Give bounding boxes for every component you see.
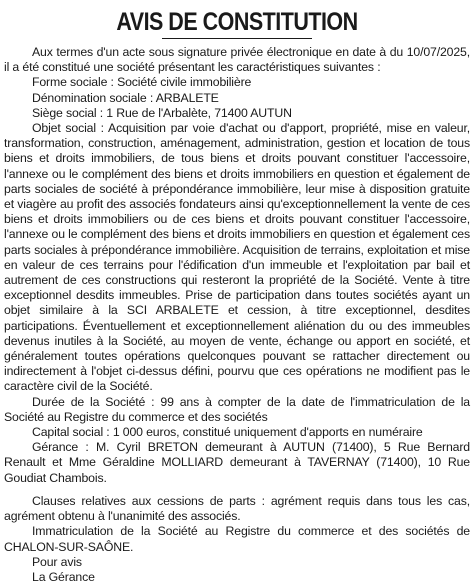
signature: La Gérance — [32, 569, 95, 584]
duree-societe: Durée de la Société : 99 ans à compter de la date de l'immatriculation de la Société au Registre du commerce et des sociétés — [4, 394, 470, 424]
notice-title: AVIS DE CONSTITUTION — [116, 8, 358, 36]
objet-social: Objet social : Acquisition par voie d'achat ou d'apport, propriété, mise en valeur, transformation, construction, aménagement, administration, gestion et location de tous biens et droits immobiliers, de tous biens et droits pouvant constituer l'accessoire, l'annexe ou le complément des biens et droits immobiliers en question et également de parts sociales de société à prépondérance immobilière, leur mise à disposition gratuite et viagère au profit des associés fondateurs ainsi qu'exceptionnellement la vente de ces biens et droits immobiliers ou de ces biens et droits pouvant constituer l'accessoire, l'annexe ou le complément des biens et droits immobiliers en question et également ces parts sociales à prépondérance immobilière. Acquisition de terrains, exploitation et mise en valeur de ces terrains pour l'édification d'un immeuble et l'exploitation par bail et autrement de ces constructions qui resteront la propriété de la Société. Vente à titre exceptionnel desdits immeubles. Prise de participation dans toutes sociétés ayant un objet similaire à la SCI ARBALETE et cession, à titre exceptionnel, desdites participations. Éventuellement et exceptionnellement aliénation du ou des immeubles devenus inutiles à la Société, au moyen de vente, échange ou apport en société, et généralement toutes opérations quelconques pouvant se rattacher directement ou indirectement à l'objet ci-dessus défini, pourvu que ces opérations ne modifient pas le caractère civil de la Société. — [4, 121, 470, 394]
forme-sociale: Forme sociale : Société civile immobilière — [32, 75, 252, 90]
title-underline — [162, 38, 312, 39]
gerance: Gérance : M. Cyril BRETON demeurant à AUTUN (71400), 5 Rue Bernard Renault et Mme Géraldine MOLLIARD demeurant à TAVERNAY (71400), 10 Rue Goudiat Chambois. — [4, 440, 470, 485]
immatriculation: Immatriculation de la Société au Registre du commerce et des sociétés de CHALON-SUR-SAÔNE. — [4, 524, 470, 554]
denomination-sociale: Dénomination sociale : ARBALETE — [32, 90, 219, 105]
clauses-cessions: Clauses relatives aux cessions de parts : agrément requis dans tous les cas, agrément obtenu à l'unanimité des associés. — [4, 493, 470, 524]
siege-social: Siège social : 1 Rue de l'Arbalète, 71400 AUTUN — [32, 105, 292, 120]
capital-social: Capital social : 1 000 euros, constitué uniquement d'apports en numéraire — [32, 425, 423, 440]
notice-body — [4, 45, 470, 585]
pour-avis: Pour avis — [32, 554, 82, 569]
intro-paragraph: Aux termes d'un acte sous signature privée électronique en date à du 10/07/2025, il a été constitué une société présentant les caractéristiques suivantes : — [4, 45, 470, 75]
